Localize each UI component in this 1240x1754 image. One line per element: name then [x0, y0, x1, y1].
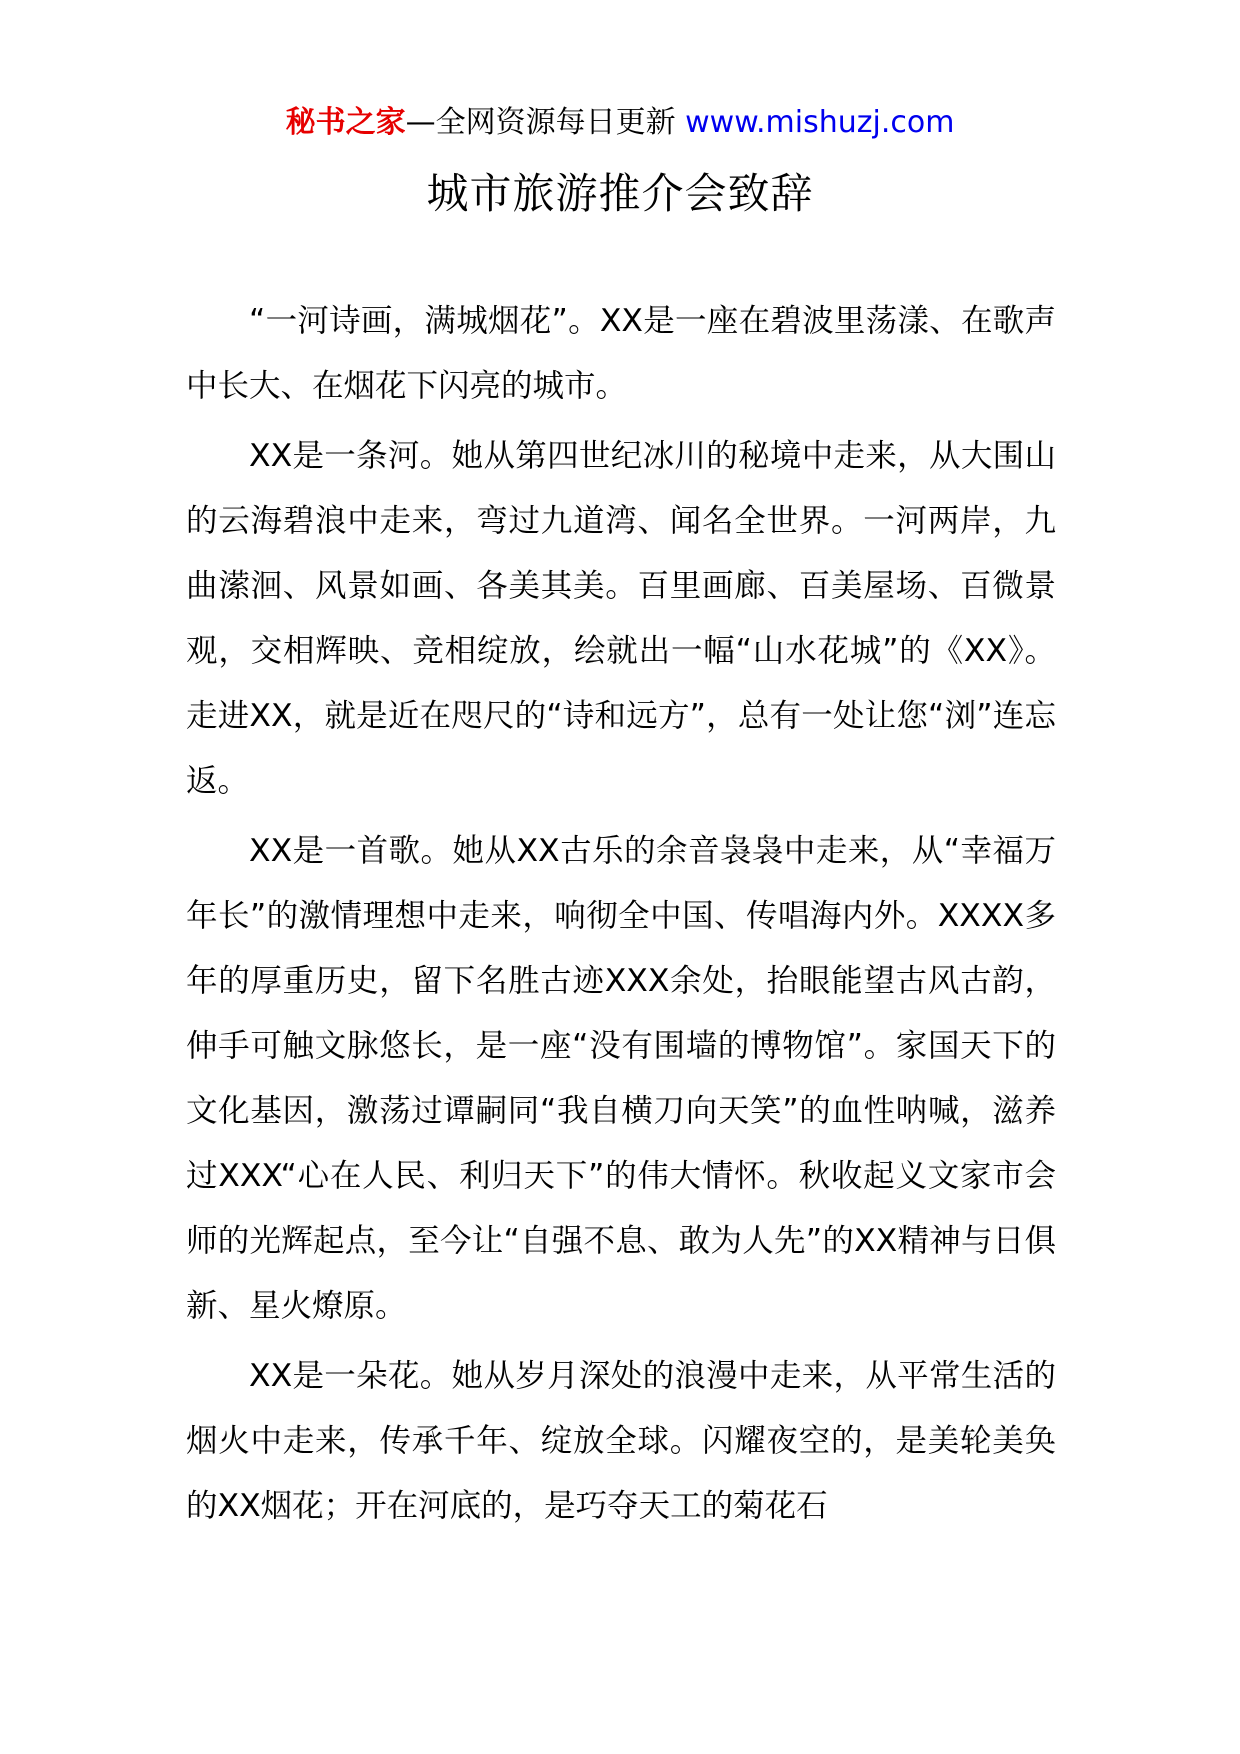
paragraph: “一河诗画，满城烟花”。XX是一座在碧波里荡漾、在歌声中长大、在烟花下闪亮的城市。: [186, 303, 1056, 404]
site-header: [0, 100, 1240, 146]
document-title: 城市旅游推介会致辞: [426, 169, 814, 218]
document-body: [186, 289, 1056, 1544]
site-url-link[interactable]: www.mishuzj.com: [685, 105, 955, 140]
header-tagline: —全网资源每日更新: [405, 105, 686, 140]
paragraph: XX是一首歌。她从XX古乐的余音袅袅中走来，从“幸福万年长”的激情理想中走来，响彻全中国、传唱海内外。XXXX多年的厚重历史，留下名胜古迹XXX余处，抬眼能望古风古韵，伸手可触文脉悠长，是一座“没有围墙的博物馆”。家国天下的文化基因，激荡过谭嗣同“我自横刀向天笑”的血性呐喊，滋养过XXX“心在人民、利归天下”的伟大情怀。秋收起义文家市会师的光辉起点，至今让“自强不息、敢为人先”的XX精神与日俱新、星火燎原。: [186, 833, 1056, 1324]
paragraph: XX是一朵花。她从岁月深处的浪漫中走来，从平常生活的烟火中走来，传承千年、绽放全球。闪耀夜空的，是美轮美奂的XX烟花；开在河底的，是巧夺天工的菊花石: [186, 1358, 1056, 1524]
paragraph: XX是一条河。她从第四世纪冰川的秘境中走来，从大围山的云海碧浪中走来，弯过九道湾、闻名全世界。一河两岸，九曲潆洄、风景如画、各美其美。百里画廊、百美屋场、百微景观，交相辉映、竞相绽放，绘就出一幅“山水花城”的《XX》。走进XX，就是近在咫尺的“诗和远方”，总有一处让您“浏”连忘返。: [186, 438, 1056, 799]
brand-name: 秘书之家: [285, 105, 406, 140]
